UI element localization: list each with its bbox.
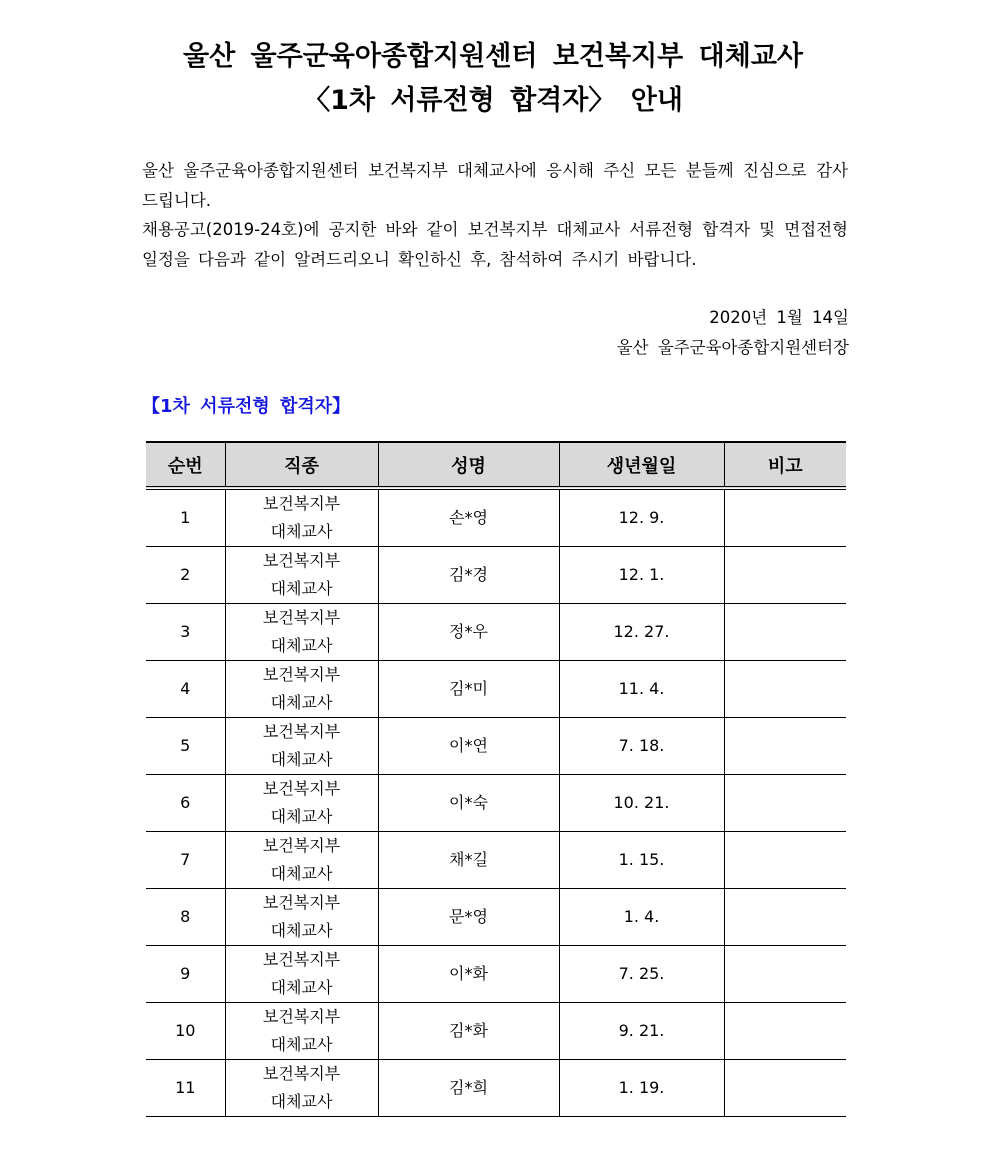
row-note [724,1003,846,1060]
row-job-line2: 대체교사 [270,750,333,769]
intro-paragraph-2: 채용공고(2019-24호)에 공지한 바와 같이 보건복지부 대체교사 서류전형 합격자 및 면접전형 일정을 다음과 같이 알려드리오니 확인하신 후, 참석하여 주시기 바랍니다. [142,220,848,269]
row-job [225,604,378,661]
row-job [225,889,378,946]
row-number: 5 [146,718,225,775]
row-job-line1: 보건복지부 [262,665,341,684]
row-name: 김*희 [378,1060,559,1117]
row-job-line2: 대체교사 [270,579,333,598]
row-job [225,946,378,1003]
row-job [225,1060,378,1117]
row-job-line2: 대체교사 [270,693,333,712]
document-title-line1: 울산 울주군육아종합지원센터 보건복지부 대체교사 [182,41,803,72]
row-note [724,661,846,718]
row-job [225,718,378,775]
row-number: 6 [146,775,225,832]
row-job-line1: 보건복지부 [262,1064,341,1083]
table-row [146,1060,846,1117]
row-birthdate: 12. 1. [559,547,724,604]
table-row [146,832,846,889]
header-job: 직종 [225,442,378,488]
row-job-line2: 대체교사 [270,921,333,940]
header-name: 성명 [378,442,559,488]
row-name: 이*화 [378,946,559,1003]
table-row [146,889,846,946]
row-name: 김*경 [378,547,559,604]
row-job-line2: 대체교사 [270,1092,333,1111]
table-header-row [146,442,846,488]
row-job-line1: 보건복지부 [262,608,341,627]
table-row [146,946,846,1003]
header-no: 순번 [146,442,225,488]
row-job [225,488,378,547]
row-name: 이*숙 [378,775,559,832]
row-job [225,661,378,718]
row-note [724,775,846,832]
row-note [724,488,846,547]
row-job-line1: 보건복지부 [262,1007,341,1026]
row-birthdate: 1. 15. [559,832,724,889]
row-birthdate: 9. 21. [559,1003,724,1060]
row-job-line1: 보건복지부 [262,779,341,798]
row-job-line2: 대체교사 [270,1035,333,1054]
row-note [724,1060,846,1117]
row-number: 2 [146,547,225,604]
issuer-name: 울산 울주군육아종합지원센터장 [616,338,849,357]
row-note [724,604,846,661]
table-row [146,775,846,832]
row-job-line2: 대체교사 [270,807,333,826]
row-job-line1: 보건복지부 [262,950,341,969]
row-job-line2: 대체교사 [270,978,333,997]
table-row [146,604,846,661]
row-job-line2: 대체교사 [270,636,333,655]
row-number: 11 [146,1060,225,1117]
row-birthdate: 11. 4. [559,661,724,718]
row-job [225,832,378,889]
row-birthdate: 12. 9. [559,488,724,547]
row-note [724,547,846,604]
row-job [225,1003,378,1060]
intro-text [142,156,848,274]
row-name: 이*연 [378,718,559,775]
row-name: 채*길 [378,832,559,889]
header-note: 비고 [724,442,846,488]
row-note [724,946,846,1003]
row-number: 7 [146,832,225,889]
table-row [146,718,846,775]
row-job [225,547,378,604]
row-name: 문*영 [378,889,559,946]
row-number: 8 [146,889,225,946]
row-note [724,718,846,775]
table-row [146,661,846,718]
table-row [146,488,846,547]
row-note [724,832,846,889]
row-birthdate: 7. 25. [559,946,724,1003]
row-number: 3 [146,604,225,661]
row-number: 10 [146,1003,225,1060]
row-number: 1 [146,488,225,547]
notice-date: 2020년 1월 14일 [709,308,849,327]
table-body [146,488,846,1117]
table-row [146,547,846,604]
row-job [225,775,378,832]
row-job-line1: 보건복지부 [262,494,341,513]
row-birthdate: 1. 19. [559,1060,724,1117]
row-birthdate: 12. 27. [559,604,724,661]
row-job-line1: 보건복지부 [262,551,341,570]
row-number: 4 [146,661,225,718]
row-birthdate: 7. 18. [559,718,724,775]
table-row [146,1003,846,1060]
header-birth: 생년월일 [559,442,724,488]
row-name: 정*우 [378,604,559,661]
row-note [724,889,846,946]
row-birthdate: 1. 4. [559,889,724,946]
row-birthdate: 10. 21. [559,775,724,832]
row-name: 김*화 [378,1003,559,1060]
row-name: 손*영 [378,488,559,547]
row-job-line2: 대체교사 [270,864,333,883]
row-job-line1: 보건복지부 [262,893,341,912]
section-heading: 【1차 서류전형 합격자】 [142,396,351,417]
row-number: 9 [146,946,225,1003]
row-job-line1: 보건복지부 [262,836,341,855]
results-table [146,441,846,1117]
document-title-line2: 〈1차 서류전형 합격자〉 안내 [303,85,683,116]
row-job-line1: 보건복지부 [262,722,341,741]
row-name: 김*미 [378,661,559,718]
intro-paragraph-1: 울산 울주군육아종합지원센터 보건복지부 대체교사에 응시해 주신 모든 분들께 진심으로 감사드립니다. [142,161,848,210]
row-job-line2: 대체교사 [270,522,333,541]
